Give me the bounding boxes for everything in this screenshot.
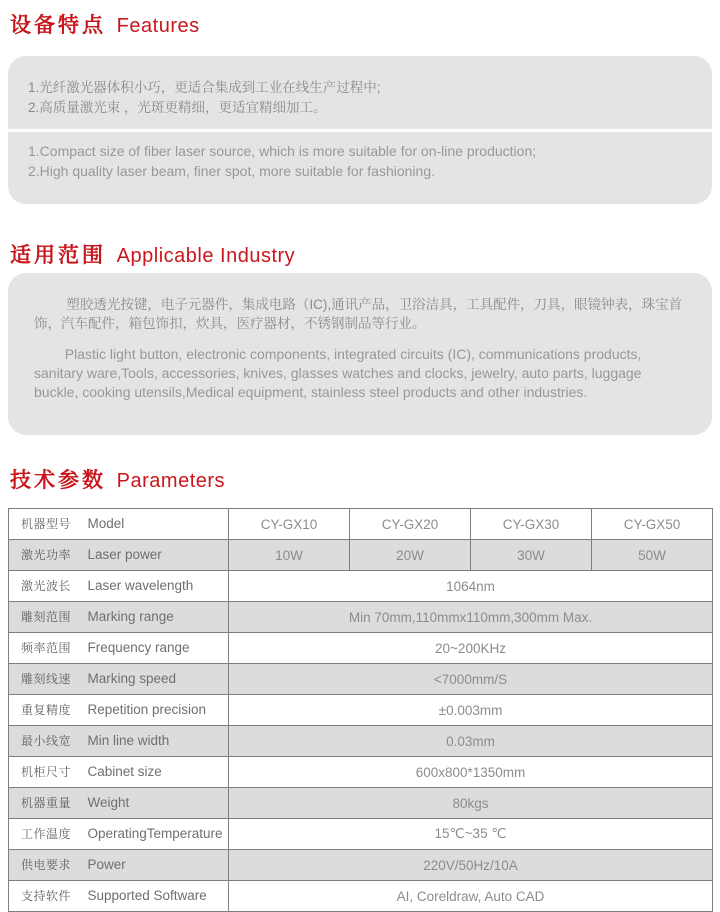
parameters-table [8,508,713,912]
row-label-cell [9,757,229,788]
features-zh-line-2: 2.高质量激光束 ，光斑更精细，更适宜精细加工。 [28,100,327,115]
row-label-cell [9,881,229,912]
power-value-3: 30W [471,540,592,571]
row-label-en: Laser wavelength [87,578,194,593]
features-title-en: Features [116,15,200,37]
param-row-marking-speed [9,664,713,695]
row-value: 20~200KHz [229,633,713,664]
row-label-cell [9,633,229,664]
param-row-model [9,509,713,540]
param-row-marking-range [9,602,713,633]
row-value: 220V/50Hz/10A [229,850,713,881]
row-label-zh: 频率范围 [21,641,72,655]
industry-box [8,273,712,435]
row-label-cell [9,571,229,602]
model-value-4: CY-GX50 [592,509,713,540]
row-label-en: Frequency range [87,640,190,655]
power-value-4: 50W [592,540,713,571]
features-zh-line-1: 1.光纤激光器体积小巧，更适合集成到工业在线生产过程中; [28,80,381,95]
row-label-cell [9,788,229,819]
row-label-en: Marking range [87,609,174,624]
row-label-zh: 机器重量 [21,796,72,810]
parameters-section-title [10,465,720,496]
row-label-en: Min line width [87,733,170,748]
param-row-power-supply [9,850,713,881]
row-label-cell [9,819,229,850]
param-row-laser-power [9,540,713,571]
param-row-frequency-range [9,633,713,664]
row-value: 1064nm [229,571,713,602]
power-value-1: 10W [229,540,350,571]
model-value-3: CY-GX30 [471,509,592,540]
row-value: Min 70mm,110mmx110mm,300mm Max. [229,602,713,633]
row-label-zh: 供电要求 [21,858,72,872]
features-title-zh: 设备特点 [10,14,106,37]
features-en-line-1: 1.Compact size of fiber laser source, which is more suitable for on-line production; [28,143,537,159]
features-en-line-2: 2.High quality laser beam, finer spot, more suitable for fashioning. [28,163,435,179]
row-label-cell [9,602,229,633]
features-divider [8,129,712,132]
row-label-zh: 雕刻线速 [21,672,72,686]
row-label-en: Model [87,516,125,531]
parameters-title-zh: 技术参数 [10,469,106,492]
param-row-weight [9,788,713,819]
row-label-zh: 支持软件 [21,889,72,903]
features-section-title [10,0,720,41]
row-label-zh: 重复精度 [21,703,72,717]
row-label-en: OperatingTemperature [87,826,223,841]
row-value: AI, Coreldraw, Auto CAD [229,881,713,912]
features-en-block [8,141,712,181]
row-label-en: Power [87,857,126,872]
industry-section-title [10,240,720,271]
param-row-cabinet-size [9,757,713,788]
row-label-en: Cabinet size [87,764,162,779]
param-row-operating-temperature [9,819,713,850]
row-label-cell [9,540,229,571]
row-label-zh: 工作温度 [21,827,72,841]
row-label-zh: 机柜尺寸 [21,765,72,779]
row-label-cell [9,509,229,540]
row-label-en: Repetition precision [87,702,207,717]
row-label-cell [9,695,229,726]
row-value: 600x800*1350mm [229,757,713,788]
row-value: ±0.003mm [229,695,713,726]
row-label-zh: 最小线宽 [21,734,72,748]
model-value-2: CY-GX20 [350,509,471,540]
row-label-cell [9,664,229,695]
row-label-en: Weight [87,795,130,810]
row-label-zh: 雕刻范围 [21,610,72,624]
row-value: 0.03mm [229,726,713,757]
parameters-title-en: Parameters [116,470,226,492]
features-zh-block [8,78,712,118]
model-value-1: CY-GX10 [229,509,350,540]
row-value: 80kgs [229,788,713,819]
features-box [8,56,712,204]
param-row-laser-wavelength [9,571,713,602]
param-row-supported-software [9,881,713,912]
row-label-en: Supported Software [87,888,207,903]
row-value: 15℃~35 ℃ [229,819,713,850]
power-value-2: 20W [350,540,471,571]
row-label-zh: 激光波长 [21,579,72,593]
row-label-zh: 机器型号 [21,517,72,531]
row-label-zh: 激光功率 [21,548,72,562]
industry-title-zh: 适用范围 [10,244,106,267]
param-row-min-line-width [9,726,713,757]
industry-title-en: Applicable Industry [116,245,296,267]
industry-en-paragraph: Plastic light button, electronic components, integrated circuits (IC), communications products, sanitary ware,Tools, accessories, knives, glasses watches and clocks, jewelry, auto parts, luggage buckle, cooking utensils,Medical equipment, stainless steel products and other industries. [34,346,642,400]
param-row-repetition-precision [9,695,713,726]
row-value: <7000mm/S [229,664,713,695]
row-label-en: Laser power [87,547,162,562]
row-label-cell [9,850,229,881]
industry-zh-paragraph: 塑胶透光按键，电子元器件，集成电路（IC),通讯产品，卫浴洁具，工具配件，刀具，眼镜钟表，珠宝首饰，汽车配件，箱包饰扣，炊具，医疗器材，不锈钢制品等行业。 [34,297,683,331]
row-label-cell [9,726,229,757]
row-label-en: Marking speed [87,671,177,686]
